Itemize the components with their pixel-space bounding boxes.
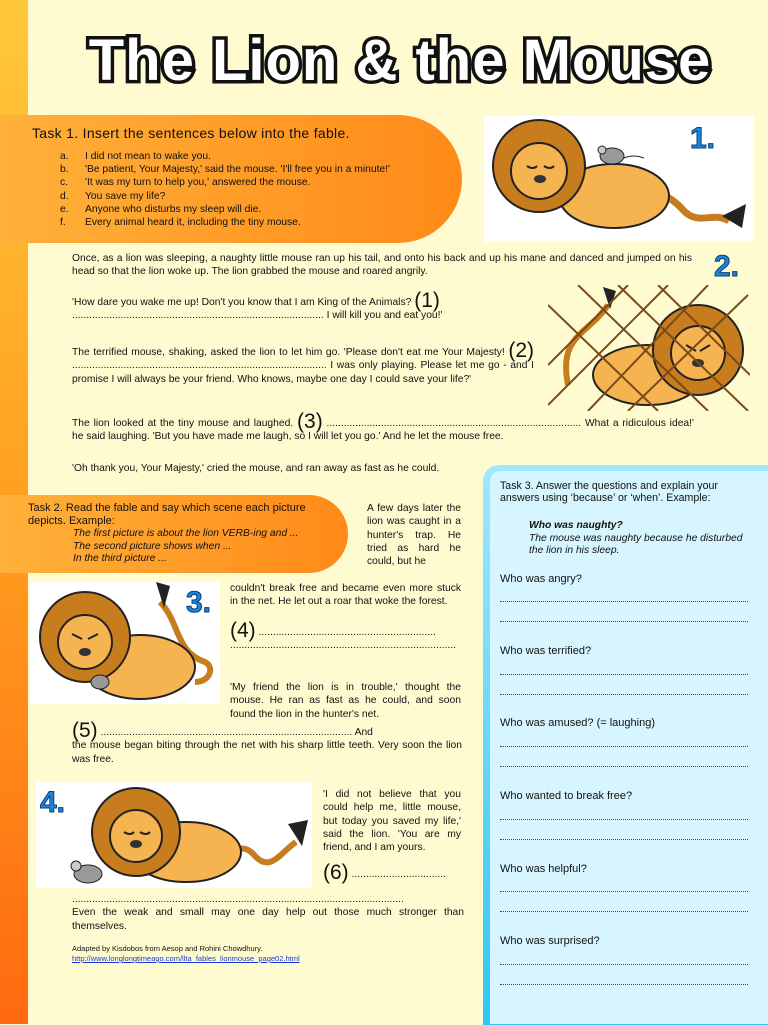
answer-line[interactable] bbox=[500, 964, 748, 966]
story-paragraph-5: 'Oh thank you, Your Majesty,' cried the mouse, and ran away as fast as he could. bbox=[72, 463, 440, 474]
gap-3-marker: (3) bbox=[297, 410, 323, 433]
task3-heading: Task 3. Answer the questions and explain your answers using ‘because’ or ‘when’. Example: bbox=[500, 480, 718, 505]
story-gap-4: (4) .............................................................. ............................................................................... bbox=[230, 619, 457, 652]
gap-5-marker: (5) bbox=[72, 719, 98, 742]
answer-line[interactable] bbox=[500, 601, 748, 603]
story-paragraph-2: 'How dare you wake me up! Don't you know that I am King of the Animals? (1) ........................................................................................ I will kill you and eat you!' bbox=[72, 289, 443, 322]
credit: Adapted by Kisdobos from Aesop and Rohini Chowdhury. http://www.longlongtimeago.com/llta_fables_lionmouse_page02.html bbox=[72, 944, 300, 963]
story-paragraph-4: The lion looked at the tiny mouse and laughed. (3) ......................................................................................... What a ridiculous idea!' he said laughing. 'But you have made me laugh, so I will let you go.' And he let the mouse free. bbox=[72, 410, 694, 443]
question-break-free: Who wanted to break free? bbox=[500, 790, 633, 802]
picture-3-number: 3. bbox=[186, 586, 212, 619]
answer-line[interactable] bbox=[500, 911, 748, 913]
answer-line[interactable] bbox=[500, 766, 748, 768]
picture-4 bbox=[36, 782, 312, 888]
story-paragraph-1: Once, as a lion was sleeping, a naughty little mouse ran up his tail, and onto his back and up his mane and danced and jumped on his head so that the lion woke up. The lion grabbed the mouse and roared angrily. bbox=[72, 253, 692, 278]
gap-2-marker: (2) bbox=[508, 339, 534, 362]
story-gap-6: (6) ................................. bbox=[323, 861, 446, 884]
answer-line[interactable] bbox=[500, 694, 748, 696]
picture-4-number: 4. bbox=[40, 786, 66, 819]
list-item: e. Anyone who disturbs my sleep will die. bbox=[60, 203, 262, 215]
task2-heading: Task 2. Read the fable and say which scene each picture depicts. Example: bbox=[28, 502, 306, 527]
source-link[interactable]: http://www.longlongtimeago.com/llta_fables_lionmouse_page02.html bbox=[72, 954, 300, 963]
list-item: The second picture shows when ... bbox=[73, 540, 232, 552]
story-paragraph-6a: A few days later the lion was caught in a hunter's trap. He tried as hard he could, but he bbox=[367, 503, 461, 568]
answer-line[interactable] bbox=[500, 674, 748, 676]
page-title bbox=[60, 14, 740, 104]
picture-2-number: 2. bbox=[714, 250, 740, 283]
question-surprised: Who was surprised? bbox=[500, 935, 600, 947]
story-paragraph-10: .................................................................................................................... Even the weak and small may one day help out those much stronger than themselves. bbox=[72, 894, 464, 932]
answer-line[interactable] bbox=[500, 621, 748, 623]
story-paragraph-8: (5) ........................................................................................ And the mouse began biting through the net with his sharp little teeth. Very soon the lion was free. bbox=[72, 719, 462, 765]
answer-line[interactable] bbox=[500, 839, 748, 841]
gap-1-marker: (1) bbox=[414, 289, 440, 312]
answer-line[interactable] bbox=[500, 891, 748, 893]
picture-1-number: 1. bbox=[690, 122, 716, 155]
list-item: f. Every animal heard it, including the tiny mouse. bbox=[60, 217, 301, 229]
list-item: b. 'Be patient, Your Majesty,' said the mouse. 'I'll free you in a minute!' bbox=[60, 164, 390, 176]
list-item: a. I did not mean to wake you. bbox=[60, 151, 211, 162]
answer-line[interactable] bbox=[500, 746, 748, 748]
question-angry: Who was angry? bbox=[500, 573, 582, 585]
gap-6-marker: (6) bbox=[323, 861, 349, 884]
picture-2 bbox=[548, 285, 750, 411]
story-paragraph-6b: couldn't break free and became even more stuck in the net. He let out a roar that woke the forest. bbox=[230, 583, 461, 608]
question-amused: Who was amused? (= laughing) bbox=[500, 717, 655, 729]
story-paragraph-9: 'I did not believe that you could help me, little mouse, but today you saved my life,' said the lion. 'You are my friend, and I am yours. bbox=[323, 789, 461, 854]
task2-examples bbox=[73, 528, 299, 566]
story-paragraph-3: The terrified mouse, shaking, asked the lion to let him go. 'Please don't eat me Your Majesty! (2) ......................................................................................... I was only playing. Please let me go - and I promise I will always be your friend. Who knows, maybe one day I could save your life?' bbox=[72, 339, 534, 385]
question-helpful: Who was helpful? bbox=[500, 863, 587, 875]
list-item: The first picture is about the lion VERB-ing and ... bbox=[73, 528, 299, 539]
title-text: The Lion & the Mouse bbox=[88, 28, 712, 93]
example-answer: The mouse was naughty because he disturbed the lion in his sleep. bbox=[529, 532, 743, 556]
list-item: c. 'It was my turn to help you,' answered the mouse. bbox=[60, 177, 311, 189]
list-item: d. You save my life? bbox=[60, 190, 166, 202]
sentence-list bbox=[60, 150, 390, 229]
example-question: Who was naughty? bbox=[529, 520, 623, 531]
task1-heading: Task 1. Insert the sentences below into the fable. bbox=[32, 125, 350, 141]
task3-example bbox=[529, 520, 749, 558]
list-item: In the third picture ... bbox=[73, 553, 167, 565]
answer-line[interactable] bbox=[500, 984, 748, 986]
answer-line[interactable] bbox=[500, 819, 748, 821]
story-paragraph-7: 'My friend the lion is in trouble,' thought the mouse. He ran as fast as he could, and soon found the lion in the hunter's net. bbox=[230, 682, 461, 720]
question-terrified: Who was terrified? bbox=[500, 645, 592, 657]
gap-4-marker: (4) bbox=[230, 619, 256, 642]
